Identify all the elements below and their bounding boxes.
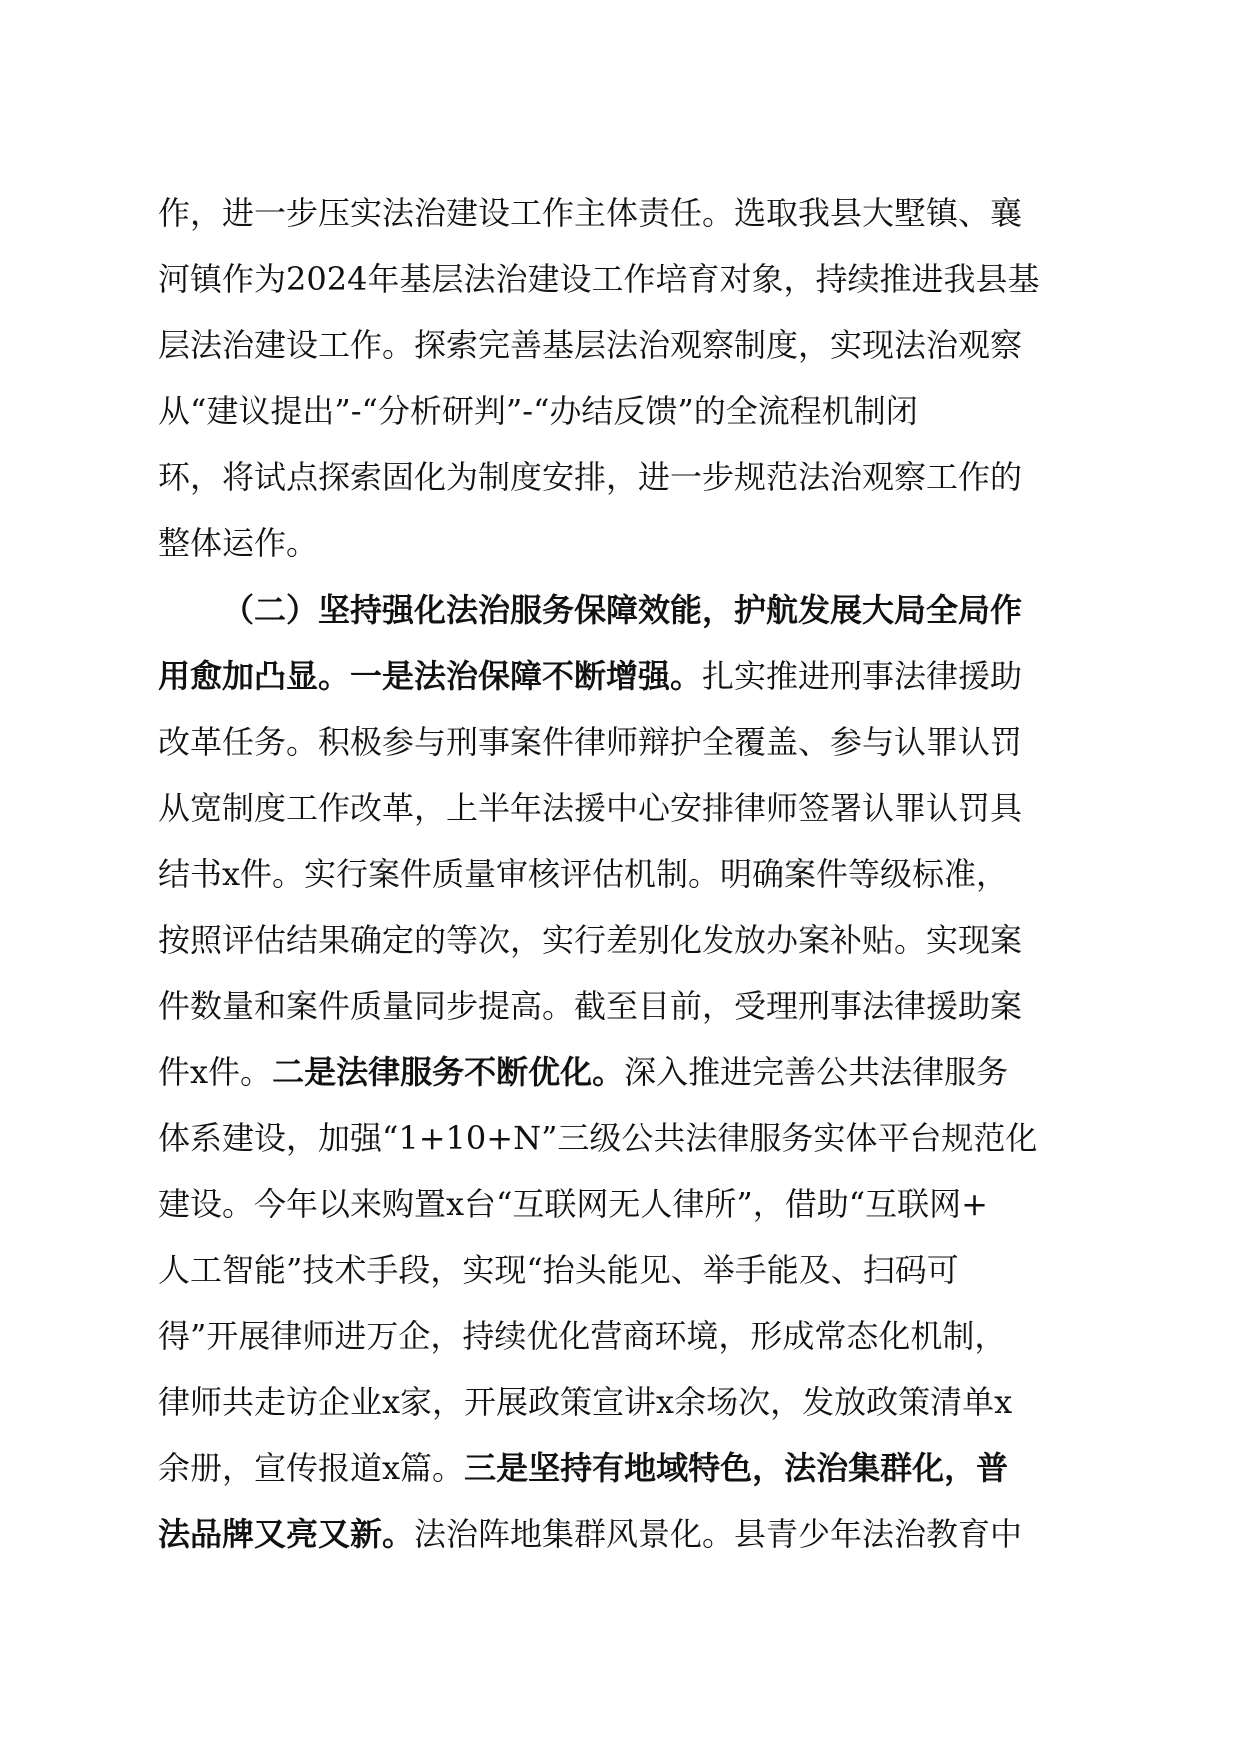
- bold-lead: 用愈加凸显。一是法治保障不断增强。: [158, 657, 703, 695]
- body-text-line: 环，将试点探索固化为制度安排，进一步规范法治观察工作的: [158, 458, 1023, 496]
- body-text: 扎实推进刑事法律援助: [702, 657, 1023, 695]
- body-text-line: 按照评估结果确定的等次，实行差别化发放办案补贴。实现案: [158, 921, 1023, 959]
- body-text-line: [158, 1501, 1082, 1567]
- body-text-line: 律师共走访企业x家，开展政策宣讲x余场次，发放政策清单x: [158, 1383, 1013, 1421]
- body-text-line: 人工智能”技术手段，实现“抬头能见、举手能及、扫码可: [158, 1251, 959, 1289]
- bold-lead: 法品牌又亮又新。: [158, 1515, 415, 1553]
- body-text-line: 河镇作为2024年基层法治建设工作培育对象，持续推进我县基: [158, 260, 1040, 298]
- body-text-line: 改革任务。积极参与刑事案件律师辩护全覆盖、参与认罪认罚: [158, 723, 1023, 761]
- body-text-line: 结书x件。实行案件质量审核评估机制。明确案件等级标准，: [158, 855, 1009, 893]
- body-text-line: 层法治建设工作。探索完善基层法治观察制度，实现法治观察: [158, 326, 1023, 364]
- body-text-line: 件数量和案件质量同步提高。截至目前，受理刑事法律援助案: [158, 987, 1023, 1025]
- body-text-line: 体系建设，加强“1+10+N”三级公共法律服务实体平台规范化: [158, 1119, 1038, 1157]
- body-text-line: 作，进一步压实法治建设工作主体责任。选取我县大墅镇、襄: [158, 194, 1023, 232]
- body-text-line: 得”开展律师进万企，持续优化营商环境，形成常态化机制，: [158, 1317, 1007, 1355]
- bold-lead: 三是坚持有地域特色，法治集群化，普: [464, 1449, 1009, 1487]
- body-text-line: 从“建议提出”-“分析研判”-“办结反馈”的全流程机制闭: [158, 392, 918, 430]
- bold-lead: 二是法律服务不断优化。: [272, 1053, 625, 1091]
- body-text: 法治阵地集群风景化。县青少年法治教育中: [414, 1515, 1023, 1553]
- body-text: 余册，宣传报道x篇。: [158, 1449, 465, 1487]
- body-text-line: 建设。今年以来购置x台“互联网无人律所”，借助“互联网+: [158, 1185, 988, 1223]
- body-text: 件x件。: [158, 1053, 273, 1091]
- body-text: 深入推进完善公共法律服务: [624, 1053, 1009, 1091]
- body-text-line: [158, 1039, 1082, 1105]
- body-text-line: [158, 1435, 1082, 1501]
- body-text-line: 整体运作。: [158, 524, 319, 562]
- body-text-line: [158, 643, 1082, 709]
- section-heading: （二）坚持强化法治服务保障效能，护航发展大局全局作: [222, 591, 1023, 629]
- body-text-line: 从宽制度工作改革，上半年法援中心安排律师签署认罪认罚具: [158, 789, 1023, 827]
